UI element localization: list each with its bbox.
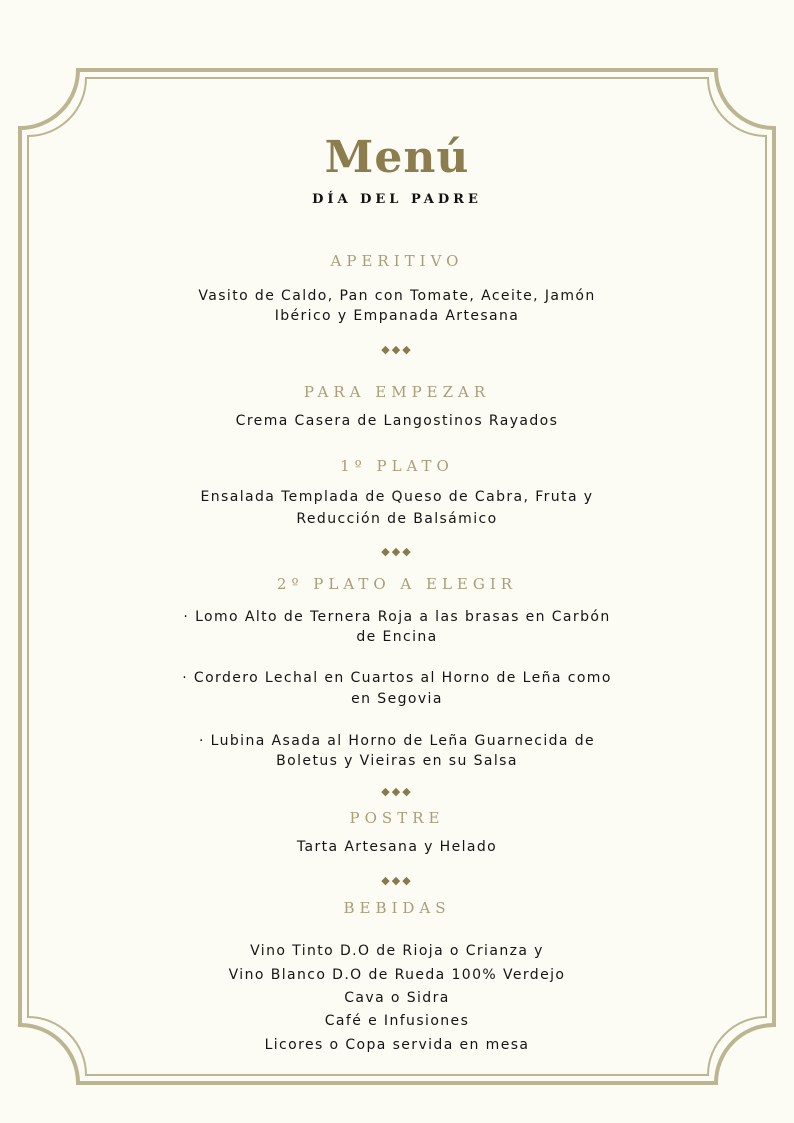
bebidas-line: Vino Blanco D.O de Rueda 100% Verdejo <box>228 967 566 983</box>
diamond-divider: ◆◆◆ <box>381 874 413 887</box>
bebidas-line: Café e Infusiones <box>324 1013 470 1029</box>
segundo-plato-line: · Cordero Lechal en Cuartos al Horno de Leña como <box>182 670 612 686</box>
aperitivo-line: Vasito de Caldo, Pan con Tomate, Aceite, Jamón <box>198 288 596 304</box>
diamond-divider: ◆◆◆ <box>381 545 413 558</box>
segundo-plato-line: en Segovia <box>351 691 443 707</box>
diamond-divider: ◆◆◆ <box>381 785 413 798</box>
primer-plato-line: Ensalada Templada de Queso de Cabra, Fruta y <box>200 489 594 505</box>
segundo-plato-line: · Lubina Asada al Horno de Leña Guarnecida de <box>198 733 596 749</box>
postre-line: Tarta Artesana y Helado <box>296 839 498 855</box>
section-title-aperitivo: APERITIVO <box>330 252 464 270</box>
segundo-plato-line: · Lomo Alto de Ternera Roja a las brasas en Carbón <box>183 609 611 625</box>
section-title-para-empezar: PARA EMPEZAR <box>303 383 491 401</box>
bebidas-line: Licores o Copa servida en mesa <box>264 1037 530 1053</box>
primer-plato-line: Reducción de Balsámico <box>296 511 498 527</box>
menu-title: Menú <box>324 132 470 183</box>
menu-subtitle: DÍA DEL PADRE <box>312 192 482 207</box>
section-title-postre: POSTRE <box>349 809 445 827</box>
segundo-plato-line: de Encina <box>356 629 438 645</box>
diamond-divider: ◆◆◆ <box>381 343 413 356</box>
para-empezar-line: Crema Casera de Langostinos Rayados <box>235 413 559 429</box>
bebidas-line: Vino Tinto D.O de Rioja o Crianza y <box>250 943 544 959</box>
aperitivo-line: Ibérico y Empanada Artesana <box>274 308 520 324</box>
section-title-segundo-plato: 2º PLATO A ELEGIR <box>276 575 518 593</box>
section-title-primer-plato: 1º PLATO <box>340 457 454 475</box>
bebidas-line: Cava o Sidra <box>344 990 450 1006</box>
section-title-bebidas: BEBIDAS <box>343 899 451 917</box>
segundo-plato-line: Boletus y Vieiras en su Salsa <box>276 753 518 769</box>
